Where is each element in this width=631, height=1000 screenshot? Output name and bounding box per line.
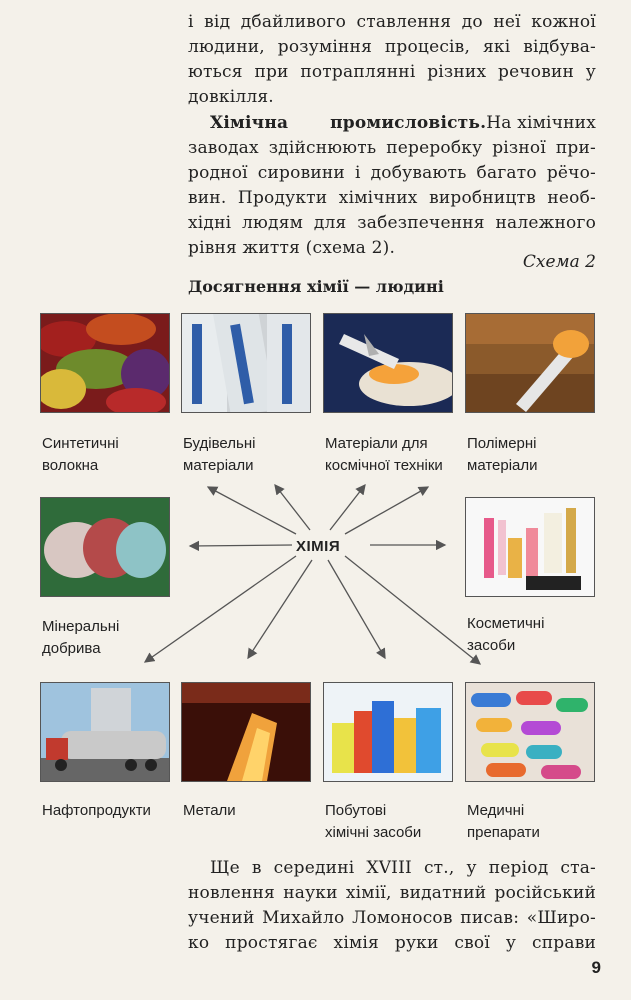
- closing-paragraph: [188, 856, 596, 956]
- caption-line: Матеріали для: [325, 435, 428, 452]
- arrow: [345, 556, 480, 664]
- caption-mineral-fertilizers: [42, 616, 119, 660]
- caption-synthetic-fibers: [42, 433, 119, 477]
- fuel-tanker-photo: [40, 682, 170, 782]
- arrow: [330, 485, 365, 530]
- caption-line: Нафтопродукти: [42, 802, 151, 819]
- caption-line: Косметичні: [467, 615, 545, 632]
- text-line: родної сировини і добувають багато рёчо-: [188, 163, 596, 183]
- caption-building-materials: [183, 433, 255, 477]
- caption-petroleum-products: [42, 800, 151, 822]
- text-line: ко простягає хімія руки свої у справи: [188, 933, 596, 953]
- molten-metal-photo: [181, 682, 311, 782]
- arrow: [248, 560, 312, 658]
- text-line: ються при потраплянні різних речовин у: [188, 62, 596, 82]
- caption-line: Медичні: [467, 802, 525, 819]
- caption-line: добрива: [42, 640, 101, 657]
- caption-line: Метали: [183, 802, 236, 819]
- text-line: людини, розуміння процесів, які відбува-: [188, 37, 596, 57]
- arrow: [275, 485, 310, 530]
- page-number: 9: [591, 958, 601, 977]
- text-line: Ще в середині XVIII ст., у період ста-: [210, 858, 596, 878]
- caption-line: Будівельні: [183, 435, 256, 452]
- text-fragment: На хімічних: [486, 113, 596, 133]
- arrow: [328, 560, 385, 658]
- caption-line: Мінеральні: [42, 618, 120, 635]
- caption-polymer-materials: [467, 433, 538, 477]
- caption-line: засоби: [467, 637, 516, 654]
- caption-line: препарати: [467, 824, 540, 841]
- caption-line: матеріали: [183, 457, 254, 474]
- pills-photo: [465, 682, 595, 782]
- caption-line: Синтетичні: [42, 435, 119, 452]
- text-line: новлення науки хімії, видатний російський: [188, 883, 596, 903]
- caption-line: матеріали: [467, 457, 538, 474]
- fertilizer-granules-photo: [40, 497, 170, 597]
- cosmetics-photo: [465, 497, 595, 597]
- text-line: довкілля.: [188, 87, 274, 107]
- sealant-gun-photo: [465, 313, 595, 413]
- caption-line: Побутові: [325, 802, 387, 819]
- arrow: [190, 545, 292, 546]
- cement-bags-photo: [181, 313, 311, 413]
- caption-line: хімічні засоби: [325, 824, 422, 841]
- caption-line: волокна: [42, 457, 99, 474]
- caption-space-materials: [325, 433, 443, 477]
- caption-household-chemicals: [325, 800, 421, 844]
- caption-metals: [183, 800, 236, 822]
- schema-title: Досягнення хімії — людині: [188, 277, 444, 296]
- detergent-bottles-photo: [323, 682, 453, 782]
- caption-medical-drugs: [467, 800, 540, 844]
- text-line: учений Михайло Ломоносов писав: «Широ-: [188, 908, 596, 928]
- schema-label: Схема 2: [522, 252, 596, 272]
- caption-line: Полімерні: [467, 435, 537, 452]
- text-line: і від дбайливого ставлення до неї кожної: [188, 12, 596, 32]
- caption-line: космічної техніки: [325, 457, 443, 474]
- text-line: рівня життя (схема 2).: [188, 238, 396, 258]
- text-line: заводах здійснюють переробку різної при-: [188, 138, 596, 158]
- text-line: хідні людям для забезпечення належного: [188, 213, 596, 233]
- section-heading: Хімічна промисловість.: [210, 113, 487, 133]
- chemistry-center-label: ХІМІЯ: [296, 538, 341, 555]
- yarn-photo: [40, 313, 170, 413]
- space-shuttle-photo: [323, 313, 453, 413]
- caption-cosmetics: [467, 613, 544, 657]
- text-line: вин. Продукти хімічних виробництв необ-: [188, 188, 596, 208]
